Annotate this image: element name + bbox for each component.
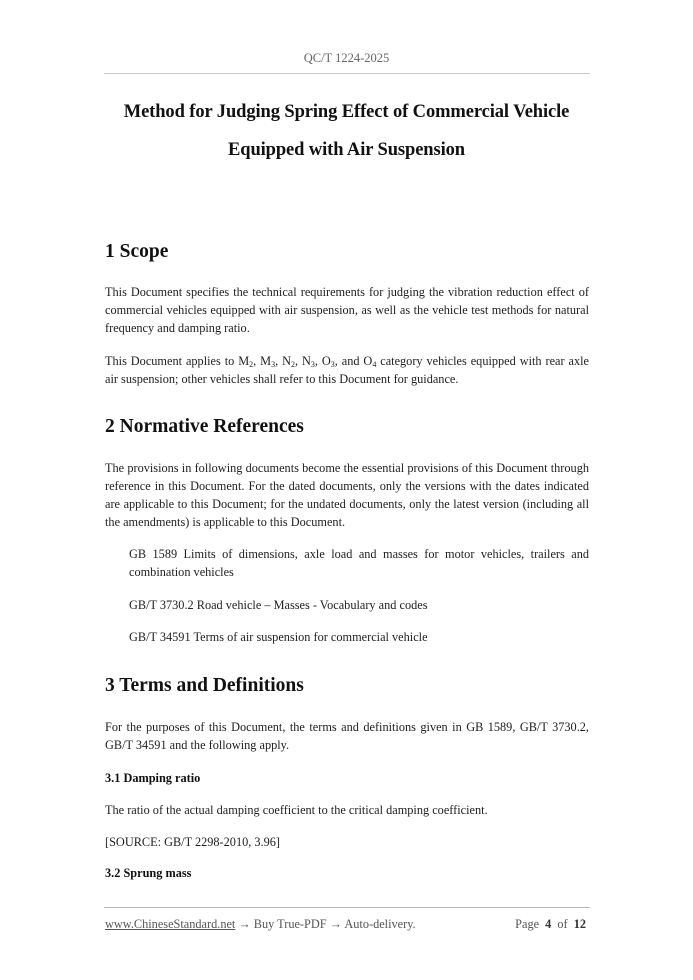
- subscript: 3: [310, 360, 315, 369]
- text: This Document applies to M: [105, 354, 250, 368]
- footer-promo: [105, 917, 416, 932]
- text: , N: [294, 354, 311, 368]
- page-label: Page: [515, 917, 540, 931]
- subscript: 3: [330, 360, 335, 369]
- term-heading-damping-ratio: 3.1 Damping ratio: [105, 771, 201, 785]
- chinesestandard-link[interactable]: www.ChineseStandard.net: [105, 917, 236, 931]
- page-of-label: of: [557, 917, 568, 931]
- arrow-right-icon: →: [238, 917, 251, 931]
- scope-paragraph-1: This Document specifies the technical requirements for judging the vibration reduction effect of commercial vehicles equipped with air suspension, as well as the vehicle test methods for natural frequency and damping ratio.: [105, 285, 589, 335]
- page-total: 12: [573, 917, 586, 931]
- terms-intro-paragraph: For the purposes of this Document, the terms and definitions given in GB 1589, GB/T 3730.2, GB/T 34591 and the following apply.: [105, 720, 589, 752]
- section-heading-scope: 1 Scope: [105, 241, 169, 262]
- subscript: 3: [271, 360, 276, 369]
- standard-code: QC/T 1224-2025: [303, 51, 390, 65]
- text: , N: [275, 354, 291, 368]
- term-definition-damping-ratio: The ratio of the actual damping coefficient to the critical damping coefficient.: [105, 803, 488, 817]
- auto-delivery-text: Auto-delivery.: [344, 917, 416, 931]
- text: , M: [253, 354, 272, 368]
- section-heading-normative-references: 2 Normative References: [105, 416, 304, 437]
- reference-item: GB 1589 Limits of dimensions, axle load and masses for motor vehicles, trailers and combination vehicles: [129, 547, 589, 579]
- arrow-right-icon: →: [329, 917, 342, 931]
- page-current: 4: [545, 917, 552, 931]
- subscript: 2: [249, 360, 254, 369]
- document-title-line-1: Method for Judging Spring Effect of Commercial Vehicle: [123, 102, 570, 122]
- term-source-citation: [SOURCE: GB/T 2298-2010, 3.96]: [105, 835, 281, 849]
- normative-intro-paragraph: The provisions in following documents become the essential provisions of this Document through reference in this Document. For the dated documents, only the versions with the dates indicated are applicable to this Document; for the undated documents, only the latest version (including all the amendments) is applicable to this Document.: [105, 461, 589, 529]
- reference-item: GB/T 34591 Terms of air suspension for commercial vehicle: [129, 630, 428, 644]
- reference-item: GB/T 3730.2 Road vehicle – Masses - Vocabulary and codes: [129, 598, 428, 612]
- text: , O: [314, 354, 331, 368]
- footer-divider: [104, 907, 590, 908]
- subscript: 2: [290, 360, 295, 369]
- scope-paragraph-2: [105, 352, 589, 388]
- document-title-line-2: Equipped with Air Suspension: [228, 140, 465, 160]
- section-heading-terms-definitions: 3 Terms and Definitions: [105, 675, 304, 696]
- buy-true-pdf-text: Buy True-PDF: [253, 917, 327, 931]
- subscript: 4: [372, 360, 377, 369]
- term-heading-sprung-mass: 3.2 Sprung mass: [105, 866, 192, 880]
- text: , and O: [334, 354, 373, 368]
- page-indicator: [515, 917, 586, 932]
- header-divider: [104, 73, 590, 74]
- text: category vehicles equipped with rear axle air suspension; other vehicles shall refer to this Document for guidance.: [105, 354, 590, 386]
